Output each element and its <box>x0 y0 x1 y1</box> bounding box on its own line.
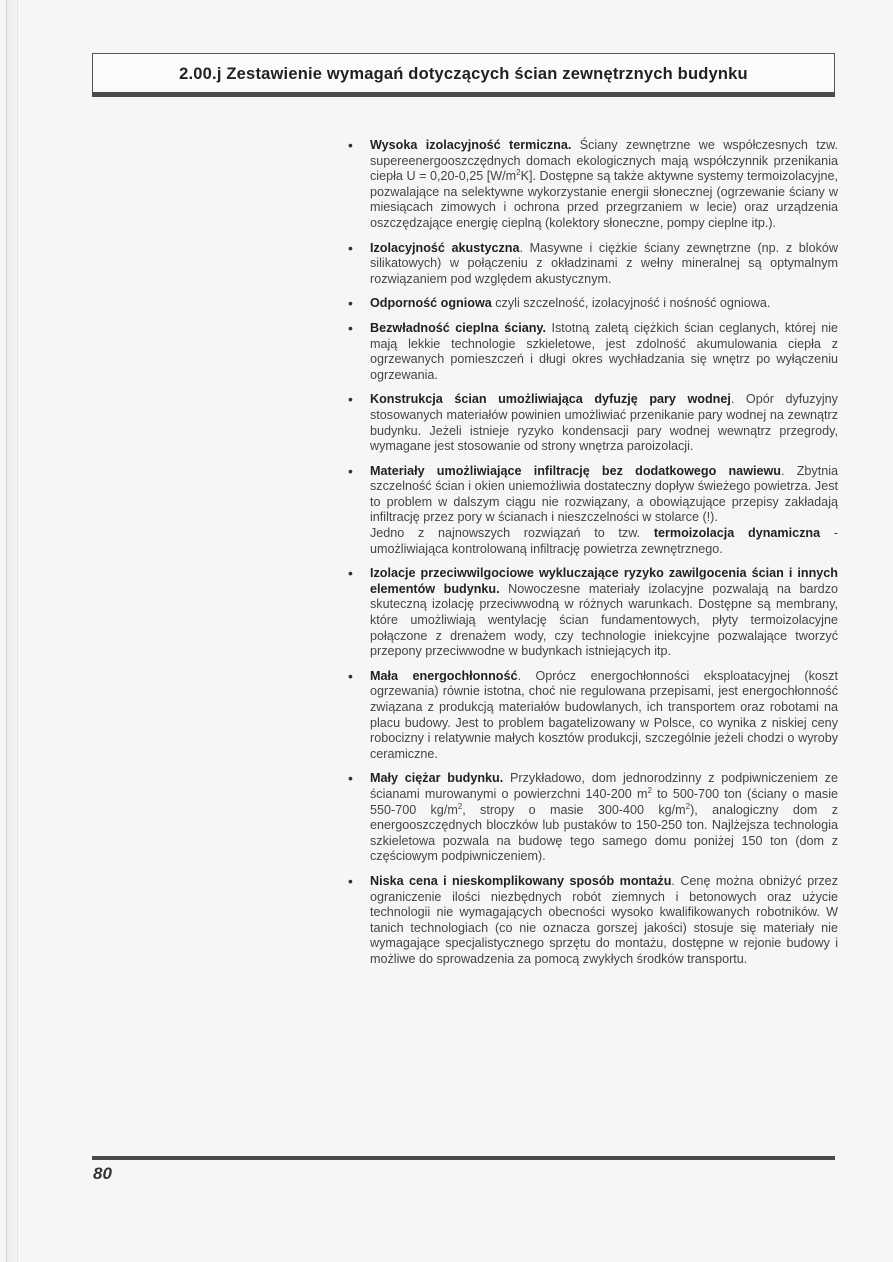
item-heading: Mały ciężar budynku. <box>370 771 504 786</box>
item-heading: Wysoka izolacyjność termiczna. <box>370 138 572 152</box>
bullet-icon: • <box>348 137 353 153</box>
bullet-icon: • <box>348 391 353 408</box>
requirements-list <box>346 138 838 977</box>
item-text: Jedno z najnowszych rozwiązań to tzw. <box>370 526 654 541</box>
bullet-icon: • <box>348 239 353 256</box>
item-text: . Opór dyfuzyjny stosowanych materiałów powinien umożliwiać przenikanie pary wodnej na zewnątrz budynku. Jeżeli istnieje ryzyko kondensacji pary wodnej wewnątrz przegrody, wymagane jest stosowanie od strony wnętrza paroizolacji. <box>370 392 838 454</box>
item-text: Istotną zaletą ciężkich ścian ceglanych, której nie mają lekkie technologie szkieletowe, jest zdolność akumulowania ciepła z ogrzewanych pomieszczeń i długi okres wychładzania się wnętrz po wyłączeniu ogrzewania. <box>370 320 838 382</box>
bullet-icon: • <box>348 872 353 889</box>
list-item <box>346 138 838 232</box>
item-text: . Zbytnia szczelność ścian i okien uniemożliwia dostateczny dopływ świeżego powietrza. Jest to problem w dalszym ciągu nie rozwiązany, a obowiązujące przepisy zakładają infiltrację przez pory w ścianach i nieszczelności w stolarce (!). <box>370 463 838 525</box>
item-heading: Izolacyjność akustyczna <box>370 240 520 255</box>
header-rule <box>92 92 835 97</box>
item-text: , stropy o masie 300-400 kg/m <box>462 802 686 817</box>
bullet-icon: • <box>348 295 353 312</box>
item-heading: termoizolacja dynamiczna <box>653 526 821 541</box>
superscript: 2 <box>685 801 691 811</box>
bullet-icon: • <box>348 319 353 336</box>
item-text: Nowoczesne materiały izolacyjne pozwalają na bardzo skuteczną izolację przeciwwodną w różnych warunkach. Dostępne są membrany, które umożliwiają wentylację ścian fundamentowych, płyty termoizolacyjne połączone z drenażem wody, czy technologie iniekcyjne pozwalające tworzyć przepony przeciwwodne w budynkach istniejących itp. <box>370 581 838 659</box>
item-heading: Odporność ogniowa <box>370 296 492 311</box>
list-item <box>346 669 838 763</box>
superscript: 2 <box>647 785 652 795</box>
item-text: czyli szczelność, izolacyjność i nośność ogniowa. <box>491 296 771 311</box>
item-extra-paragraph <box>370 526 838 557</box>
item-heading: Izolacje przeciwwilgociowe wykluczające ryzyko zawilgocenia ścian i innych elementów budynku. <box>370 566 838 596</box>
bullet-icon: • <box>348 565 353 582</box>
item-text: Ściany zewnętrzne we współczesnych tzw. supereenergooszczędnych domach ekologicznych mają współczynnik przenikania ciepła U = 0,20-0,25 [W/m <box>370 138 838 184</box>
footer-rule <box>92 1156 835 1160</box>
page-number: 80 <box>93 1164 112 1183</box>
list-item <box>346 392 838 454</box>
bullet-icon: • <box>348 462 353 479</box>
item-text: . Masywne i ciężkie ściany zewnętrzne (np. z bloków silikatowych) w połączeniu z okładzinami z wełny mineralnej są optymalnym rozwiązaniem pod względem akustycznym. <box>370 240 838 286</box>
item-text: . Oprócz energochłonności eksploatacyjnej (koszt ogrzewania) równie istotna, choć nie regulowana przepisami, jest energochłonność związana z produkcją materiałów budowlanych, ich transportem oraz robotami na placu budowy. Jest to problem bagatelizowany w Polsce, co wynika z niskiej ceny robocizny i relatywnie małych kosztów produkcji, szczególnie jeżeli chodzi o wyroby ceramiczne. <box>370 668 838 761</box>
section-header <box>92 53 835 93</box>
bullet-icon: • <box>348 770 353 787</box>
list-item <box>346 464 838 558</box>
item-text: K]. Dostępne są także aktywne systemy termoizolacyjne, pozwalające na selektywne wykorzystanie energii słonecznej (ogrzewanie ściany w miesiącach zimowych i ochrona przed przegrzaniem w lecie) oraz urządzenia oszczędzające energię cieplną (kolektory słoneczne, pompy cieplne itp.). <box>370 169 838 230</box>
section-title: 2.00.j Zestawienie wymagań dotyczących ścian zewnętrznych budynku <box>179 65 748 83</box>
list-item <box>346 296 838 312</box>
item-heading: Niska cena i nieskomplikowany sposób montażu <box>370 873 672 888</box>
item-text: . Cenę można obniżyć przez ograniczenie ilości niezbędnych robót ziemnych i betonowych oraz użycie technologii nie wymagających obecności wysoko kwalifikowanych robotników. W tanich technologiach (co nie oznacza gorszej jakości) stosuje się materiały nie wymagające specjalistycznego sprzętu do montażu, dostępne w rejonie budowy i możliwe do sprowadzenia za pomocą zwykłych środków transportu. <box>370 873 838 966</box>
item-heading: Konstrukcja ścian umożliwiająca dyfuzję pary wodnej <box>370 392 731 407</box>
list-item <box>346 771 838 865</box>
page-binding-edge <box>6 0 18 1262</box>
item-text: to 500-700 ton (ściany o masie 550-700 kg/m <box>370 786 838 817</box>
item-heading: Mała energochłonność <box>370 668 518 683</box>
superscript: 2 <box>516 168 521 177</box>
item-text: Przykładowo, dom jednorodzinny z podpiwniczeniem ze ścianami murowanymi o powierzchni 140-200 m <box>370 771 838 801</box>
list-item <box>346 874 838 968</box>
item-heading: Bezwładność cieplna ściany. <box>370 320 546 335</box>
list-item <box>346 566 838 660</box>
item-text: - umożliwiająca kontrolowaną infiltrację powietrza zewnętrznego. <box>370 526 838 556</box>
item-heading: Materiały umożliwiające infiltrację bez dodatkowego nawiewu <box>370 463 781 478</box>
list-item <box>346 241 838 288</box>
bullet-icon: • <box>348 667 353 684</box>
list-item <box>346 321 838 383</box>
superscript: 2 <box>457 801 463 811</box>
item-text: ), analogiczny dom z energooszczędnych bloczków lub pustaków to 150-250 ton. Najlżejsza technologia szkieletowa pozwala na budowę tego samego domu poniżej 150 ton (dom z częściowym podpiwniczeniem). <box>370 802 838 864</box>
